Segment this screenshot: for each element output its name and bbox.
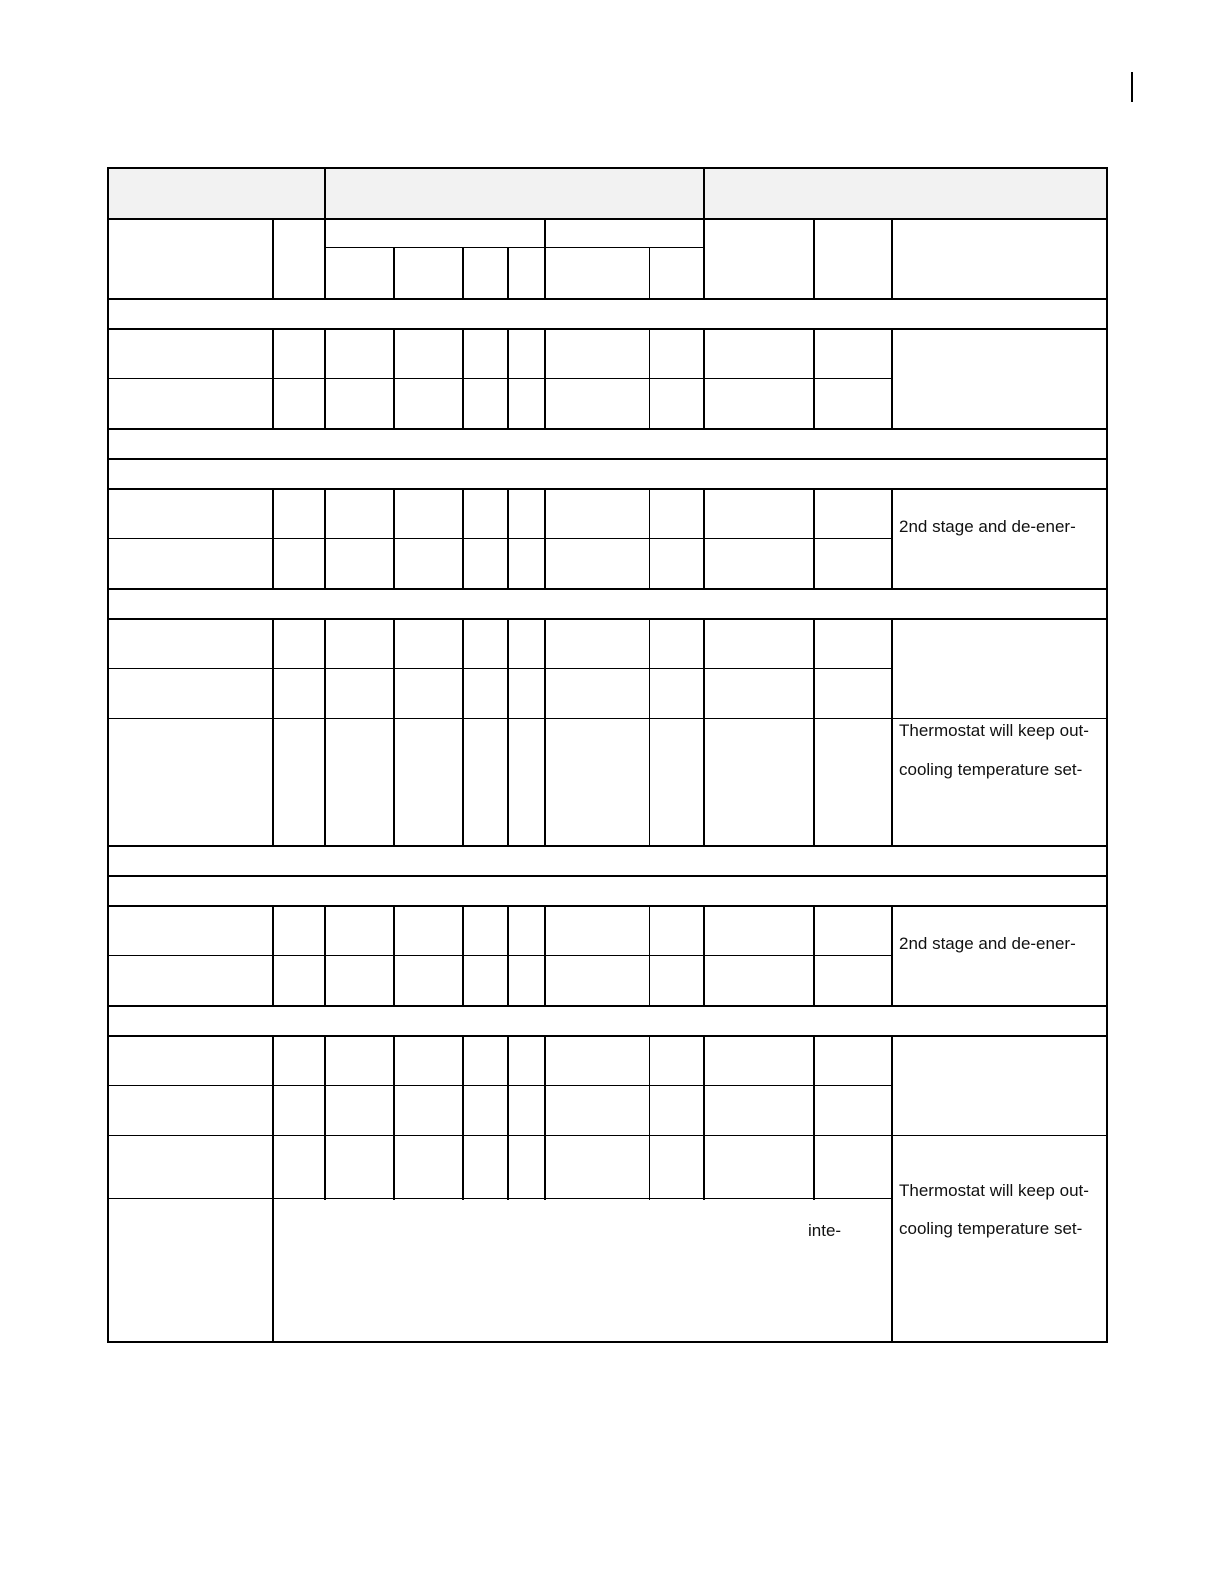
column-rule bbox=[703, 905, 705, 1007]
column-rule bbox=[649, 1035, 650, 1200]
column-rule bbox=[813, 328, 815, 430]
column-rule bbox=[891, 905, 893, 1007]
column-rule bbox=[324, 1035, 326, 1200]
column-rule bbox=[507, 905, 509, 1007]
column-rule bbox=[544, 618, 546, 847]
column-rule bbox=[649, 328, 650, 430]
column-rule bbox=[507, 1035, 509, 1200]
column-rule bbox=[462, 488, 464, 590]
column-rule bbox=[272, 1035, 274, 1200]
column-rule bbox=[649, 905, 650, 1007]
column-rule bbox=[507, 488, 509, 590]
column-rule bbox=[324, 618, 326, 847]
column-rule bbox=[891, 1135, 893, 1343]
column-rule bbox=[272, 328, 274, 430]
note-thermostat-a-line2: cooling temperature set- bbox=[899, 760, 1083, 779]
column-rule bbox=[393, 488, 395, 590]
column-rule bbox=[393, 618, 395, 847]
column-rule bbox=[813, 618, 815, 847]
column-rule bbox=[462, 905, 464, 1007]
column-rule bbox=[462, 1035, 464, 1200]
column-rule bbox=[272, 905, 274, 1007]
note-2nd-stage-a: 2nd stage and de-ener- bbox=[899, 517, 1076, 536]
column-rule bbox=[891, 488, 893, 590]
column-rule bbox=[462, 618, 464, 847]
column-rule bbox=[393, 1035, 395, 1200]
merged-cell-fragment: inte- bbox=[808, 1221, 842, 1240]
column-rule bbox=[813, 1035, 815, 1200]
column-rule bbox=[393, 328, 395, 430]
column-rule bbox=[393, 905, 395, 1007]
column-rule bbox=[891, 328, 893, 430]
column-rule bbox=[507, 328, 509, 430]
column-rule bbox=[544, 1035, 546, 1200]
note-2nd-stage-b: 2nd stage and de-ener- bbox=[899, 934, 1076, 953]
column-rule bbox=[272, 618, 274, 847]
column-rule bbox=[324, 328, 326, 430]
column-rule bbox=[813, 488, 815, 590]
column-rule bbox=[703, 618, 705, 847]
column-rule bbox=[324, 488, 326, 590]
note-thermostat-b-line2: cooling temperature set- bbox=[899, 1219, 1083, 1238]
column-rule bbox=[544, 328, 546, 430]
note-thermostat-b-line1: Thermostat will keep out- bbox=[899, 1181, 1089, 1200]
column-rule bbox=[544, 488, 546, 590]
column-rule bbox=[703, 328, 705, 430]
column-rule bbox=[649, 618, 650, 847]
column-rule bbox=[891, 618, 893, 847]
column-rule bbox=[649, 488, 650, 590]
note-thermostat-a-line1: Thermostat will keep out- bbox=[899, 721, 1089, 740]
column-rule bbox=[703, 488, 705, 590]
column-rule bbox=[272, 1198, 274, 1343]
column-rule bbox=[272, 488, 274, 590]
column-rule bbox=[324, 905, 326, 1007]
column-rule bbox=[544, 905, 546, 1007]
header-band bbox=[109, 169, 1107, 218]
column-rule bbox=[703, 1035, 705, 1200]
column-rule bbox=[507, 618, 509, 847]
column-rule bbox=[462, 328, 464, 430]
column-rule bbox=[813, 905, 815, 1007]
